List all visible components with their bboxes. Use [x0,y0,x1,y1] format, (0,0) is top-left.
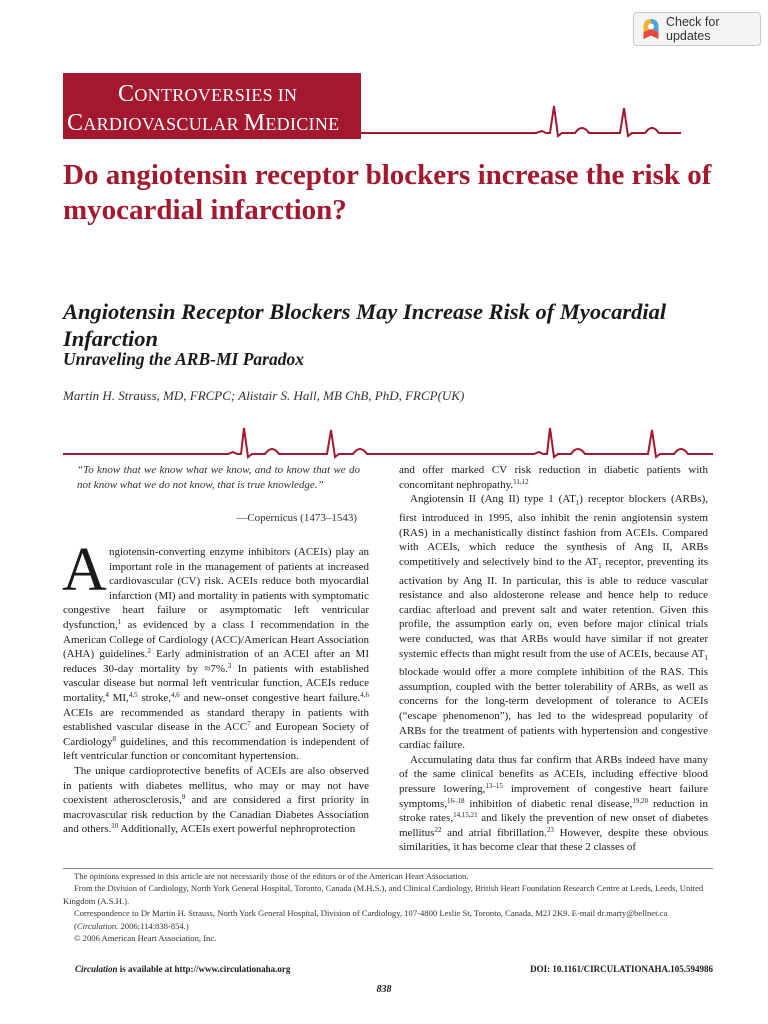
copyright-footnote: © 2006 American Heart Association, Inc. [74,933,217,944]
journal-line [75,964,713,974]
paragraph: and offer marked CV risk reduction in diabetic patients with concomitant nephropathy.$^{11,12}$ [399,464,708,491]
epigraph-source: —Copernicus (1473–1543) [236,512,357,524]
authors: Martin H. Strauss, MD, FRCPC; Alistair S. Hall, MB ChB, PhD, FRCP(UK) [63,388,465,403]
check-for-updates-button[interactable] [633,12,761,46]
epigraph-quote: “To know that we know what we know, and to know that we do not know what we do not know, that is true knowledge.” [77,464,360,491]
paragraph: The unique cardioprotective benefits of ACEIs are also observed in patients with diabetes mellitus, who may or may not have coexistent atherosclerosis,$^9$ and are considered a first priority in macrovascular risk reduction by the Canadian Diabetes Association and others.$^{10}$ Additionally, ACEIs exert powerful nephroprotection [63,764,369,836]
paragraph: ngiotensin-converting enzyme inhibitors (ACEIs) play an important role in the management of patients at increased cardiovascular (CV) risk. ACEIs reduce both myocardial infarction (MI) and mortality in patients with symptomatic congestive heart failure or asymptomatic left ventricular dysfunction,$^1$ as evidenced by a class I recommendation in the American College of Cardiology (ACC)/American Heart Association (AHA) guidelines.$^2$ Early administration of an ACEI after an MI reduces 30-day mortality by ≈7%.$^3$ In patients with established vascular disease but normal left ventricular function, ACEIs reduce mortality,$^4$ MI,$^{4,5}$ stroke,$^{4,6}$ and new-onset congestive heart failure.$^{4,6}$ ACEIs are recommended as standard therapy in patients with established vascular disease in the ACC$^7$ and European Society of Cardiology$^8$ guidelines, and this recommendation is independent of left ventricular function or concomitant hypertension. [63,546,370,763]
right-column [399,463,708,855]
ecg-line-header-icon [361,100,721,140]
page-number: 838 [376,984,392,995]
section-banner-line2: CARDIOVASCULAR MEDICINE [67,110,340,136]
paragraph: Angiotensin II (Ang II) type 1 $(AT_1)$ receptor blockers (ARBs), first introduced in 1995, also inhibit the renin angiotensin system (RAS) in a mechanistically distinct fashion from ACEIs. Compared with ACEIs, which reduce the synthesis of Ang II, ARBs competitively and selectively bind to the $AT_1$ receptor, preventing its activation by Ang II. In particular, this is able to reduce vascular resistance and also aldosterone release and hence help to reduce cardiac afterload and prevent salt and water retention. Given this profile, the assumption early on, even before major clinical trials were conducted, was that ARBs would have similar if not greater systemic effects than might result from the use of ACEIs, because $AT_1$ blockade would offer a more complete inhibition of the RAS. This assumption, coupled with the better tolerability of ARBs, as well as concerns for the long-term development of tolerance to ACEIs (“escape phenomenon”), has led to the widespread popularity of ARBs for the treatment of patients with hypertension and congestive cardiac failure. [399,493,708,752]
footnotes [63,868,713,944]
drop-cap: A [62,536,107,604]
article-title: Angiotensin Receptor Blockers May Increase Risk of Myocardial Infarction [63,299,667,351]
citation-footnote: (Circulation. 2006;114:838-854.) [74,920,189,931]
article-subtitle: Unraveling the ARB-MI Paradox [63,349,304,369]
footnote: Correspondence to Dr Martin H. Strauss, North York General Hospital, Division of Cardiology, 107-4800 Leslie St, Toronto, Canada, M2J 2K9. E-mail dr.marty@bellnet.ca [74,908,668,919]
journal-availability: Circulation is available at http://www.circulationaha.org [75,964,291,974]
crossmark-icon [642,18,660,40]
left-column [63,545,369,837]
check-for-updates-label: Check for updates [666,15,720,43]
doi-link[interactable]: DOI: 10.1161/CIRCULATIONAHA.105.594986 [530,964,713,974]
main-title: Do angiotensin receptor blockers increase the risk of myocardial infarction? [63,159,712,226]
section-banner [63,73,361,139]
footnote: From the Division of Cardiology, North York General Hospital, Toronto, Canada (M.H.S.), and Clinical Cardiology, British Heart Foundation Research Centre at Leeds, Leeds, United Kingdom (A.S.H.). [63,883,704,906]
footnote: The opinions expressed in this article are not necessarily those of the editors or of the American Heart Association. [74,871,469,881]
section-banner-line1: CONTROVERSIES IN [118,81,298,107]
paragraph: Accumulating data thus far confirm that ARBs indeed have many of the same clinical benefits as ACEIs, including effective blood pressure lowering,$^{13-15}$ improvement of congestive heart failure symptoms,$^{16-18}$ inhibition of diabetic renal disease,$^{19,20}$ reduction in stroke rates,$^{14,15,21}$ and likely the prevention of new onset of diabetes mellitus$^{22}$ and atrial fibrillation.$^{23}$ However, despite these obvious similarities, it has become clear that these 2 classes of [399,753,708,854]
ecg-line-divider-icon [63,422,713,460]
